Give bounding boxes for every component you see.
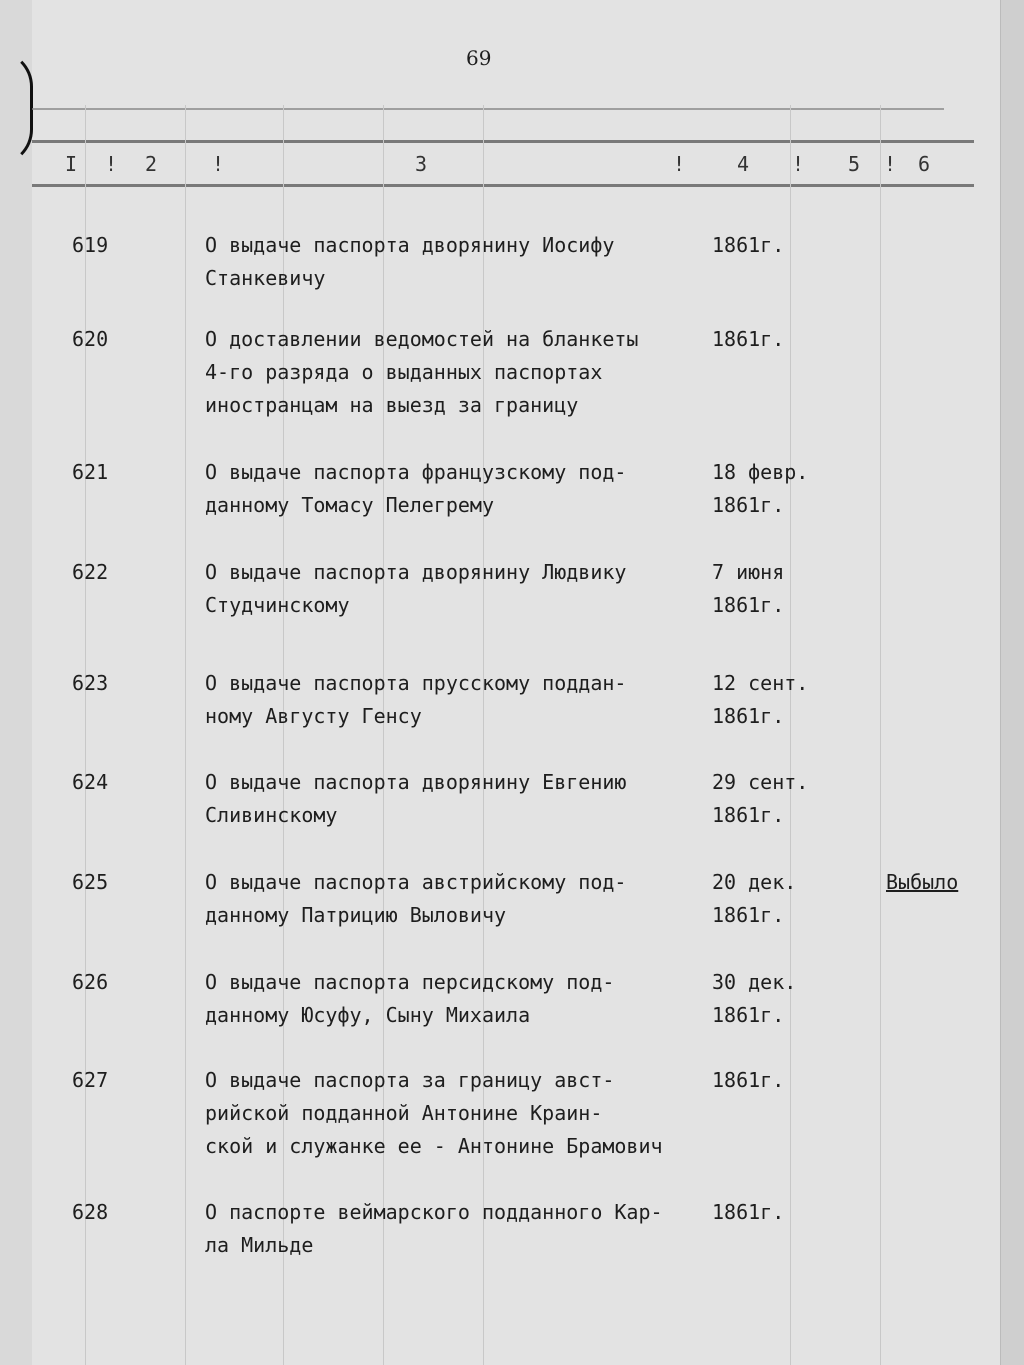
column-header-cell: ! (212, 152, 225, 176)
entry-date: 1861г. (712, 327, 785, 351)
entry-number: 625 (72, 870, 109, 894)
column-header-cell: ! (884, 152, 897, 176)
column-header-cell: 2 (145, 152, 158, 176)
entry-number: 622 (72, 560, 109, 584)
binder-ring (0, 50, 33, 166)
column-header-cell: 5 (848, 152, 861, 176)
column-header-cell: I (65, 152, 78, 176)
entry-description: О паспорте веймарского подданного Кар- ла Мильде (205, 1200, 663, 1257)
entry-number: 623 (72, 671, 109, 695)
entry-description: О доставлении ведомостей на бланкеты 4-го разряда о выданных паспортах иностранцам на выезд за границу (205, 327, 639, 417)
entry-description: О выдаче паспорта за границу авст- рийской подданной Антонине Краин- ской и служанке ее - Антонине Брамович (205, 1068, 663, 1158)
page-number: 69 (466, 46, 492, 70)
entry-number: 621 (72, 460, 109, 484)
entry-date: 1861г. (712, 233, 785, 257)
column-header-cell: 3 (415, 152, 428, 176)
entry-date: 1861г. (712, 1068, 785, 1092)
entry-number: 628 (72, 1200, 109, 1224)
entry-description: О выдаче паспорта дворянину Иосифу Станкевичу (205, 233, 615, 290)
entry-date: 1861г. (712, 1200, 785, 1224)
entry-number: 624 (72, 770, 109, 794)
entry-note: Выбыло (886, 870, 959, 894)
entry-description: О выдаче паспорта дворянину Евгению Сливинскому (205, 770, 627, 827)
column-header-cell: ! (673, 152, 686, 176)
column-header-cell: ! (792, 152, 805, 176)
page-edge (1000, 0, 1024, 1365)
entry-description: О выдаче паспорта дворянину Людвику Студчинскому (205, 560, 627, 617)
entry-date: 29 сент. 1861г. (712, 770, 809, 827)
entry-date: 12 сент. 1861г. (712, 671, 809, 728)
entry-description: О выдаче паспорта прусскому поддан- ному Августу Генсу (205, 671, 627, 728)
entry-description: О выдаче паспорта французскому под- данному Томасу Пелегрему (205, 460, 627, 517)
entry-date: 20 дек. 1861г. (712, 870, 797, 927)
column-header-cell: 6 (918, 152, 931, 176)
entry-date: 18 февр. 1861г. (712, 460, 809, 517)
table-rule (32, 140, 974, 143)
entry-date: 30 дек. 1861г. (712, 970, 797, 1027)
table-rule (32, 108, 944, 110)
entry-description: О выдаче паспорта австрийскому под- данному Патрицию Выловичу (205, 870, 627, 927)
entry-number: 619 (72, 233, 109, 257)
entry-number: 627 (72, 1068, 109, 1092)
entry-number: 620 (72, 327, 109, 351)
entry-number: 626 (72, 970, 109, 994)
column-line (185, 105, 186, 1365)
entry-description: О выдаче паспорта персидскому под- данному Юсуфу, Сыну Михаила (205, 970, 615, 1027)
column-header-cell: ! (105, 152, 118, 176)
column-line (880, 105, 881, 1365)
column-header-cell: 4 (737, 152, 750, 176)
table-rule (32, 184, 974, 187)
entry-date: 7 июня 1861г. (712, 560, 785, 617)
column-line (85, 105, 86, 1365)
column-line (790, 105, 791, 1365)
